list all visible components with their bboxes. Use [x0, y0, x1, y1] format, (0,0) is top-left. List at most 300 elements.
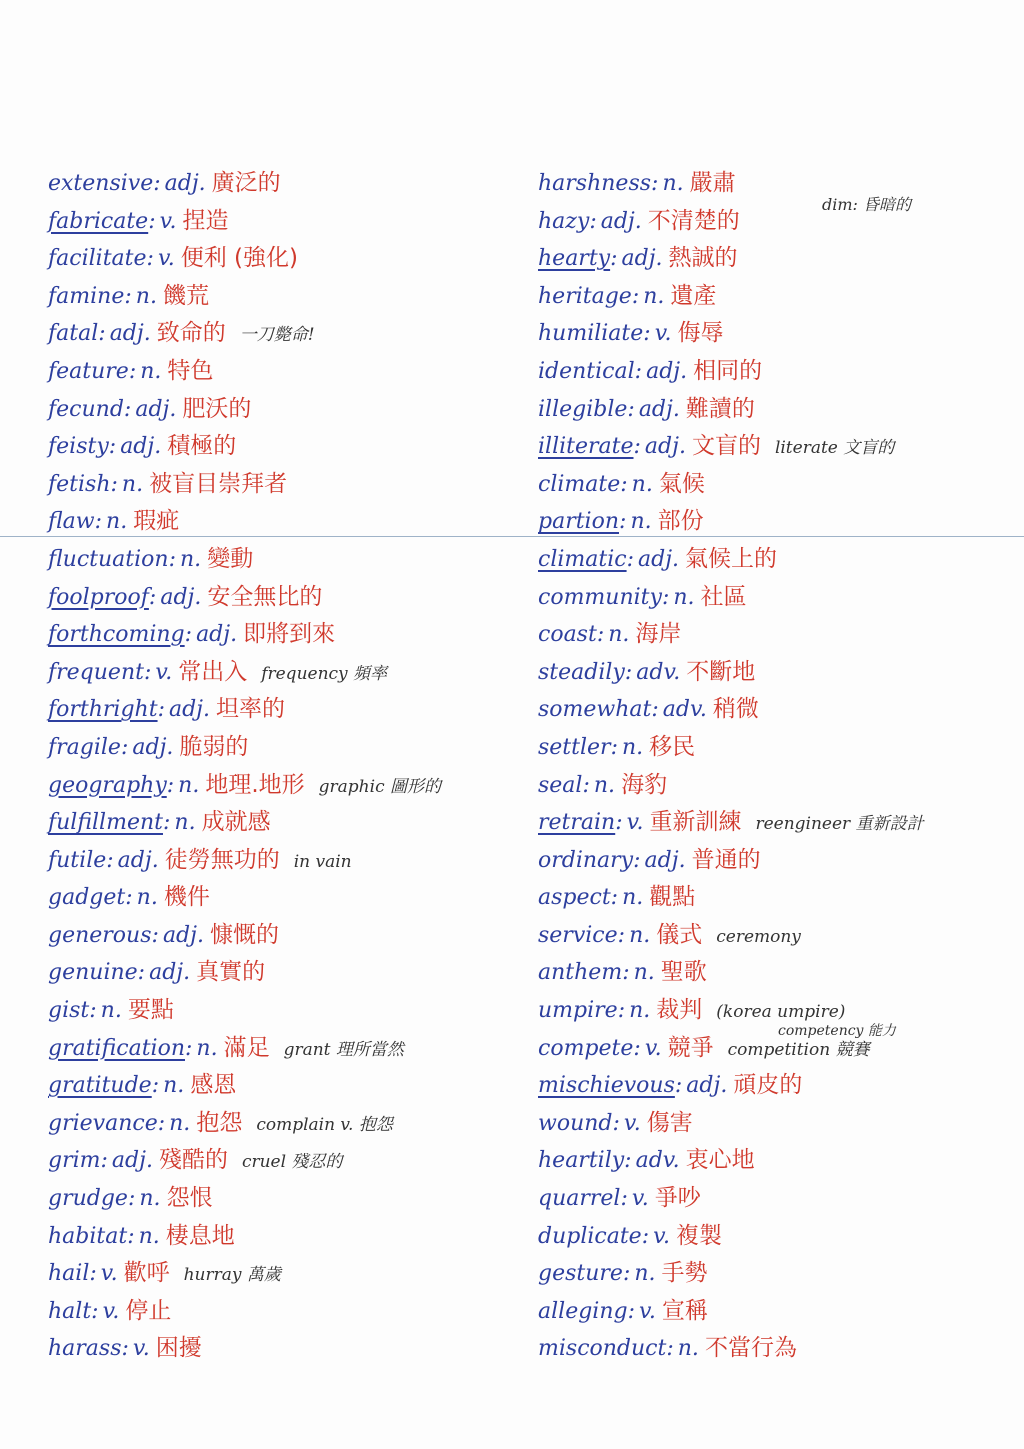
meaning-chinese: 熱誠的: [668, 245, 738, 272]
meaning-chinese: 饑荒: [162, 282, 209, 309]
vocab-word: fetish: [48, 471, 111, 497]
part-of-speech: n.: [100, 998, 122, 1024]
side-note-dim: [822, 192, 911, 215]
part-of-speech: v.: [155, 659, 173, 685]
separator-colon: :: [641, 1223, 650, 1249]
vocab-word: grievance: [48, 1110, 158, 1136]
meaning-chinese: 致命的: [156, 320, 226, 347]
vocab-word: alleging: [538, 1298, 628, 1324]
meaning-chinese: 變動: [207, 545, 254, 572]
vocab-word: duplicate: [538, 1223, 642, 1249]
meaning-chinese: 觀點: [649, 884, 696, 911]
meaning-chinese: 成就感: [201, 809, 271, 836]
separator-colon: :: [185, 1035, 193, 1061]
separator-colon: :: [91, 1298, 99, 1324]
vocab-entry: [48, 541, 518, 579]
meaning-chinese: 廣泛的: [211, 170, 281, 196]
separator-colon: :: [143, 659, 152, 685]
meaning-chinese: 安全無比的: [207, 583, 323, 610]
meaning-chinese: 相同的: [693, 357, 763, 384]
vocab-entry: [538, 579, 1008, 617]
part-of-speech: n.: [643, 283, 665, 309]
vocab-entry: [538, 353, 1008, 391]
vocab-word: facilitate: [48, 246, 147, 272]
meaning-chinese: 部份: [657, 508, 704, 535]
separator-colon: :: [633, 847, 641, 873]
vocab-entry: [48, 917, 518, 955]
part-of-speech: n.: [139, 1186, 161, 1212]
separator-colon: :: [146, 246, 154, 272]
separator-colon: :: [98, 321, 106, 347]
separator-colon: :: [622, 960, 630, 986]
margin-note: frequency 頻率: [261, 663, 388, 684]
part-of-speech: n.: [630, 509, 652, 535]
meaning-chinese: 地理.地形: [205, 771, 305, 798]
separator-colon: :: [619, 509, 627, 535]
meaning-chinese: 停止: [125, 1297, 172, 1324]
vocab-word: feisty: [48, 434, 109, 460]
meaning-chinese: 儀式: [656, 921, 703, 948]
separator-colon: :: [627, 396, 635, 422]
separator-colon: :: [610, 885, 619, 911]
vocab-word: fluctuation: [48, 546, 169, 572]
separator-colon: :: [620, 1186, 628, 1212]
part-of-speech: adj.: [164, 171, 206, 196]
separator-colon: :: [643, 321, 651, 347]
vocab-word: fabricate: [48, 208, 149, 234]
vocab-entry: [538, 503, 1008, 541]
part-of-speech: adj.: [160, 584, 202, 610]
vocab-entry: [538, 954, 1008, 992]
meaning-chinese: 機件: [163, 884, 210, 911]
part-of-speech: n.: [633, 960, 655, 986]
vocab-entry: [48, 165, 518, 203]
part-of-speech: adj.: [135, 396, 177, 422]
vocab-entry: [48, 1142, 518, 1180]
meaning-chinese: 爭吵: [654, 1185, 701, 1212]
vocab-entry: [538, 992, 1008, 1030]
vocab-word: halt: [48, 1298, 92, 1324]
meaning-chinese: 聖歌: [660, 959, 707, 986]
vocab-entry: [48, 1180, 518, 1218]
separator-colon: :: [151, 1073, 160, 1099]
vocab-word: gist: [48, 998, 90, 1024]
vocab-word: mischievous: [538, 1073, 675, 1099]
part-of-speech: v.: [626, 810, 644, 836]
vocab-entry: [48, 1218, 518, 1256]
meaning-chinese: 稍微: [712, 696, 759, 723]
separator-colon: :: [166, 772, 175, 798]
separator-colon: :: [100, 1148, 108, 1174]
separator-colon: :: [596, 622, 605, 648]
vocab-entry: [48, 1105, 518, 1143]
part-of-speech: v.: [639, 1298, 656, 1324]
vocab-entry: [48, 616, 518, 654]
separator-colon: :: [94, 509, 103, 535]
vocab-word: foolproof: [48, 584, 149, 610]
margin-note: (korea umpire): [716, 1002, 846, 1023]
separator-colon: :: [617, 922, 626, 948]
meaning-chinese: 海豹: [621, 771, 668, 798]
vocab-entry: [538, 691, 1008, 729]
separator-colon: :: [633, 434, 641, 460]
vocab-word: humiliate: [538, 321, 644, 347]
part-of-speech: adj.: [149, 960, 191, 986]
part-of-speech: adj.: [621, 246, 663, 272]
part-of-speech: n.: [136, 885, 158, 911]
vocab-word: partion: [538, 509, 620, 535]
part-of-speech: v.: [159, 208, 177, 234]
vocab-word: service: [538, 922, 618, 948]
separator-colon: :: [622, 1261, 631, 1287]
vocab-word: forthright: [48, 697, 158, 723]
meaning-chinese: 常出入: [178, 658, 248, 685]
margin-note: competition 競賽: [727, 1039, 870, 1060]
separator-colon: :: [89, 998, 97, 1024]
separator-colon: :: [626, 546, 634, 572]
vocab-entry: [538, 1067, 1008, 1105]
vocab-word: futile: [48, 847, 107, 873]
separator-colon: :: [624, 1148, 632, 1174]
part-of-speech: n.: [140, 358, 162, 384]
vocab-entry: [538, 1293, 1008, 1331]
vocab-word: flaw: [48, 509, 95, 535]
vocab-word: fragile: [48, 734, 121, 760]
vocab-entry: [538, 1142, 1008, 1180]
part-of-speech: v.: [654, 321, 672, 347]
part-of-speech: v.: [132, 1336, 150, 1362]
part-of-speech: adv.: [636, 659, 681, 685]
margin-note: 一刀斃命!: [239, 325, 315, 346]
vocab-entry: [538, 842, 1008, 880]
vocab-entry: [538, 1218, 1008, 1256]
vocab-entry: [538, 729, 1008, 767]
part-of-speech: adj.: [109, 321, 151, 347]
meaning-chinese: 裁判: [656, 997, 703, 1024]
vocab-word: fulfillment: [48, 810, 163, 836]
margin-note: in vain: [293, 851, 352, 872]
part-of-speech: adj.: [117, 847, 159, 873]
separator-colon: :: [123, 396, 132, 422]
meaning-chinese: 被盲目崇拜者: [149, 470, 288, 497]
vocab-word: forthcoming: [48, 622, 185, 648]
part-of-speech: adj.: [196, 622, 238, 648]
vocab-word: ordinary: [538, 847, 634, 873]
vocab-word: identical: [538, 358, 635, 384]
separator-colon: :: [137, 960, 146, 986]
part-of-speech: adj.: [132, 734, 174, 760]
separator-colon: :: [610, 734, 618, 760]
separator-colon: :: [127, 1186, 136, 1212]
vocab-word: illegible: [538, 396, 628, 422]
separator-colon: :: [121, 1336, 129, 1362]
vocab-entry: [538, 1255, 1008, 1293]
meaning-chinese: 不當行為: [704, 1335, 797, 1362]
vocab-entry: [538, 1105, 1008, 1143]
vocab-entry: [538, 1030, 1008, 1068]
vocab-word: grim: [48, 1148, 101, 1174]
margin-note: graphic 圖形的: [318, 776, 441, 797]
vocab-entry: [538, 240, 1008, 278]
vocab-word: compete: [538, 1035, 634, 1061]
part-of-speech: n.: [677, 1336, 699, 1362]
part-of-speech: v.: [623, 1110, 641, 1136]
vocab-word: misconduct: [538, 1336, 667, 1362]
meaning-chinese: 感恩: [190, 1072, 237, 1099]
separator-colon: :: [148, 584, 157, 610]
separator-colon: :: [110, 471, 118, 497]
meaning-chinese: 侮辱: [677, 320, 724, 347]
part-of-speech: adv.: [635, 1148, 680, 1174]
part-of-speech: adj.: [644, 847, 686, 873]
part-of-speech: adj.: [638, 396, 680, 422]
vocab-entry: [48, 1293, 518, 1331]
separator-colon: :: [624, 659, 633, 685]
meaning-chinese: 坦率的: [216, 696, 285, 723]
meaning-chinese: 脆弱的: [179, 733, 249, 760]
vocab-entry: [48, 353, 518, 391]
separator-colon: :: [666, 1336, 674, 1362]
margin-note: cruel 殘忍的: [241, 1152, 343, 1173]
margin-note: hurray 萬歲: [183, 1265, 281, 1286]
part-of-speech: n.: [106, 509, 128, 535]
vocab-word: climate: [538, 471, 621, 497]
meaning-chinese: 宣稱: [661, 1297, 708, 1324]
vocab-word: fatal: [48, 321, 99, 347]
vocab-entry: [538, 917, 1008, 955]
part-of-speech: v.: [644, 1035, 662, 1061]
separator-colon: :: [661, 584, 670, 610]
vocab-word: wound: [538, 1110, 613, 1136]
meaning-chinese: 嚴肅: [689, 170, 736, 196]
part-of-speech: n.: [163, 1073, 185, 1099]
meaning-chinese: 遺產: [670, 282, 717, 309]
meaning-chinese: 普通的: [691, 846, 761, 873]
vocab-entry: [538, 165, 1008, 203]
vocab-entry: [538, 879, 1008, 917]
separator-colon: :: [124, 283, 132, 309]
vocab-word: famine: [48, 283, 125, 309]
meaning-chinese: 不斷地: [686, 658, 756, 685]
vocab-word: somewhat: [538, 697, 652, 723]
separator-colon: :: [157, 1110, 166, 1136]
vocab-word: aspect: [538, 885, 611, 911]
separator-colon: :: [89, 1261, 97, 1287]
vocab-word: anthem: [538, 960, 623, 986]
meaning-chinese: 怨恨: [166, 1185, 213, 1212]
vocab-entry: [538, 278, 1008, 316]
vocab-word: umpire: [538, 998, 618, 1024]
vocab-entry: [48, 315, 518, 353]
separator-colon: :: [108, 434, 117, 460]
meaning-chinese: 複製: [675, 1222, 722, 1249]
margin-note: grant 理所當然: [283, 1039, 404, 1060]
part-of-speech: n.: [174, 810, 196, 836]
meaning-chinese: 移民: [649, 733, 696, 760]
vocab-entry: [48, 503, 518, 541]
separator-colon: :: [589, 208, 597, 234]
separator-colon: :: [651, 697, 659, 723]
vocab-entry: [48, 954, 518, 992]
part-of-speech: n.: [169, 1110, 191, 1136]
part-of-speech: n.: [121, 471, 144, 497]
side-note-competency-text: competency 能力: [778, 1023, 896, 1039]
meaning-chinese: 手勢: [661, 1260, 708, 1287]
vocab-word: hazy: [538, 208, 590, 234]
vocab-entry: [48, 767, 518, 805]
part-of-speech: v.: [157, 246, 175, 272]
vocab-entry: [48, 879, 518, 917]
meaning-chinese: 氣候: [658, 470, 705, 497]
part-of-speech: n.: [673, 584, 695, 610]
meaning-chinese: 便利 (強化): [180, 245, 299, 272]
vocab-entry: [48, 428, 518, 466]
vocab-word: gratitude: [48, 1073, 152, 1099]
vocab-entry: [48, 804, 518, 842]
separator-colon: :: [634, 358, 643, 384]
vocab-word: illiterate: [538, 434, 634, 460]
vocab-entry: [538, 616, 1008, 654]
meaning-chinese: 殘酷的: [158, 1147, 228, 1174]
part-of-speech: n.: [138, 1223, 160, 1249]
part-of-speech: adj.: [120, 434, 162, 460]
margin-note: reengineer 重新設計: [755, 814, 924, 835]
vocab-entry: [48, 579, 518, 617]
part-of-speech: v.: [653, 1223, 670, 1249]
side-note-competency: [778, 1020, 896, 1040]
separator-colon: :: [627, 1298, 636, 1324]
meaning-chinese: 棲息地: [165, 1222, 235, 1249]
part-of-speech: n.: [178, 772, 200, 798]
part-of-speech: n.: [634, 1261, 656, 1287]
part-of-speech: n.: [608, 622, 630, 648]
separator-colon: :: [612, 1110, 620, 1136]
vocab-entry: [538, 541, 1008, 579]
separator-colon: :: [120, 734, 129, 760]
separator-colon: :: [153, 171, 161, 196]
meaning-chinese: 抱怨: [196, 1109, 243, 1136]
vocab-entry: [538, 1180, 1008, 1218]
meaning-chinese: 捏造: [182, 207, 229, 234]
vocab-word: harshness: [538, 171, 652, 196]
separator-colon: :: [162, 810, 171, 836]
separator-colon: :: [610, 246, 618, 272]
vocab-word: retrain: [538, 810, 616, 836]
meaning-chinese: 競爭: [667, 1034, 714, 1061]
part-of-speech: n.: [662, 171, 684, 196]
part-of-speech: adj.: [646, 358, 688, 384]
vocab-word: hearty: [538, 246, 611, 272]
vocab-entry: [538, 804, 1008, 842]
part-of-speech: adj.: [638, 546, 680, 572]
vocab-entry: [538, 466, 1008, 504]
part-of-speech: adj.: [644, 434, 686, 460]
part-of-speech: adj.: [168, 697, 210, 723]
separator-colon: :: [651, 171, 659, 196]
vocab-entry: [538, 428, 1008, 466]
vocab-entry: [538, 1330, 1008, 1368]
side-note-dim-text: dim: 昏暗的: [822, 195, 912, 214]
vocab-entry: [48, 1030, 518, 1068]
meaning-chinese: 慷慨的: [209, 921, 279, 948]
margin-note: complain v. 抱怨: [256, 1114, 393, 1135]
vocab-word: settler: [538, 734, 611, 760]
separator-colon: :: [148, 208, 156, 234]
separator-colon: :: [157, 697, 165, 723]
separator-colon: :: [125, 885, 133, 911]
meaning-chinese: 頑皮的: [733, 1072, 803, 1099]
part-of-speech: n.: [629, 998, 651, 1024]
separator-colon: :: [615, 810, 623, 836]
vocab-entry: [48, 842, 518, 880]
vocab-entry: [48, 1067, 518, 1105]
meaning-chinese: 即將到來: [243, 621, 336, 648]
part-of-speech: n.: [135, 283, 157, 309]
meaning-chinese: 真實的: [196, 959, 266, 986]
separator-colon: :: [633, 1035, 641, 1061]
meaning-chinese: 文盲的: [691, 433, 761, 460]
vocab-word: gadget: [48, 885, 126, 911]
vocab-entry: [48, 654, 518, 692]
left-column: [48, 165, 518, 1368]
vocab-word: harass: [48, 1336, 122, 1362]
part-of-speech: n.: [629, 922, 651, 948]
part-of-speech: n.: [196, 1035, 218, 1061]
vocab-word: coast: [538, 622, 597, 648]
meaning-chinese: 困擾: [155, 1335, 202, 1362]
vocab-word: geography: [48, 772, 167, 798]
vocab-word: heritage: [538, 283, 632, 309]
vocab-entry: [538, 203, 1008, 241]
vocab-word: fecund: [48, 396, 124, 422]
margin-note: literate 文盲的: [774, 438, 895, 459]
part-of-speech: adv.: [662, 697, 707, 723]
vocab-word: extensive: [48, 171, 154, 196]
meaning-chinese: 衷心地: [685, 1147, 755, 1174]
meaning-chinese: 不清楚的: [647, 207, 740, 234]
separator-colon: :: [674, 1073, 683, 1099]
vocab-entry: [48, 1330, 518, 1368]
vocab-entry: [538, 315, 1008, 353]
vocab-entry: [48, 278, 518, 316]
margin-note: ceremony: [716, 926, 801, 947]
part-of-speech: v.: [100, 1261, 118, 1287]
vocab-word: seal: [538, 772, 583, 798]
separator-colon: :: [127, 1223, 135, 1249]
meaning-chinese: 瑕疵: [133, 508, 180, 535]
part-of-speech: n.: [622, 885, 644, 911]
vocab-word: steadily: [538, 659, 625, 685]
vocab-word: gesture: [538, 1261, 623, 1287]
meaning-chinese: 重新訓練: [649, 809, 742, 836]
meaning-chinese: 難讀的: [685, 395, 755, 422]
vocab-word: generous: [48, 922, 152, 948]
vocab-entry: [538, 391, 1008, 429]
vocab-entry: [48, 466, 518, 504]
separator-colon: :: [620, 471, 628, 497]
part-of-speech: n.: [631, 471, 653, 497]
vocab-word: hail: [48, 1261, 90, 1287]
part-of-speech: n.: [180, 546, 202, 572]
vocab-entry: [48, 391, 518, 429]
separator-colon: :: [168, 546, 177, 572]
vocab-entry: [48, 729, 518, 767]
vocab-entry: [48, 240, 518, 278]
vocab-entry: [48, 691, 518, 729]
part-of-speech: adj.: [111, 1148, 153, 1174]
right-column: [538, 165, 1008, 1368]
vocab-word: climatic: [538, 546, 627, 572]
